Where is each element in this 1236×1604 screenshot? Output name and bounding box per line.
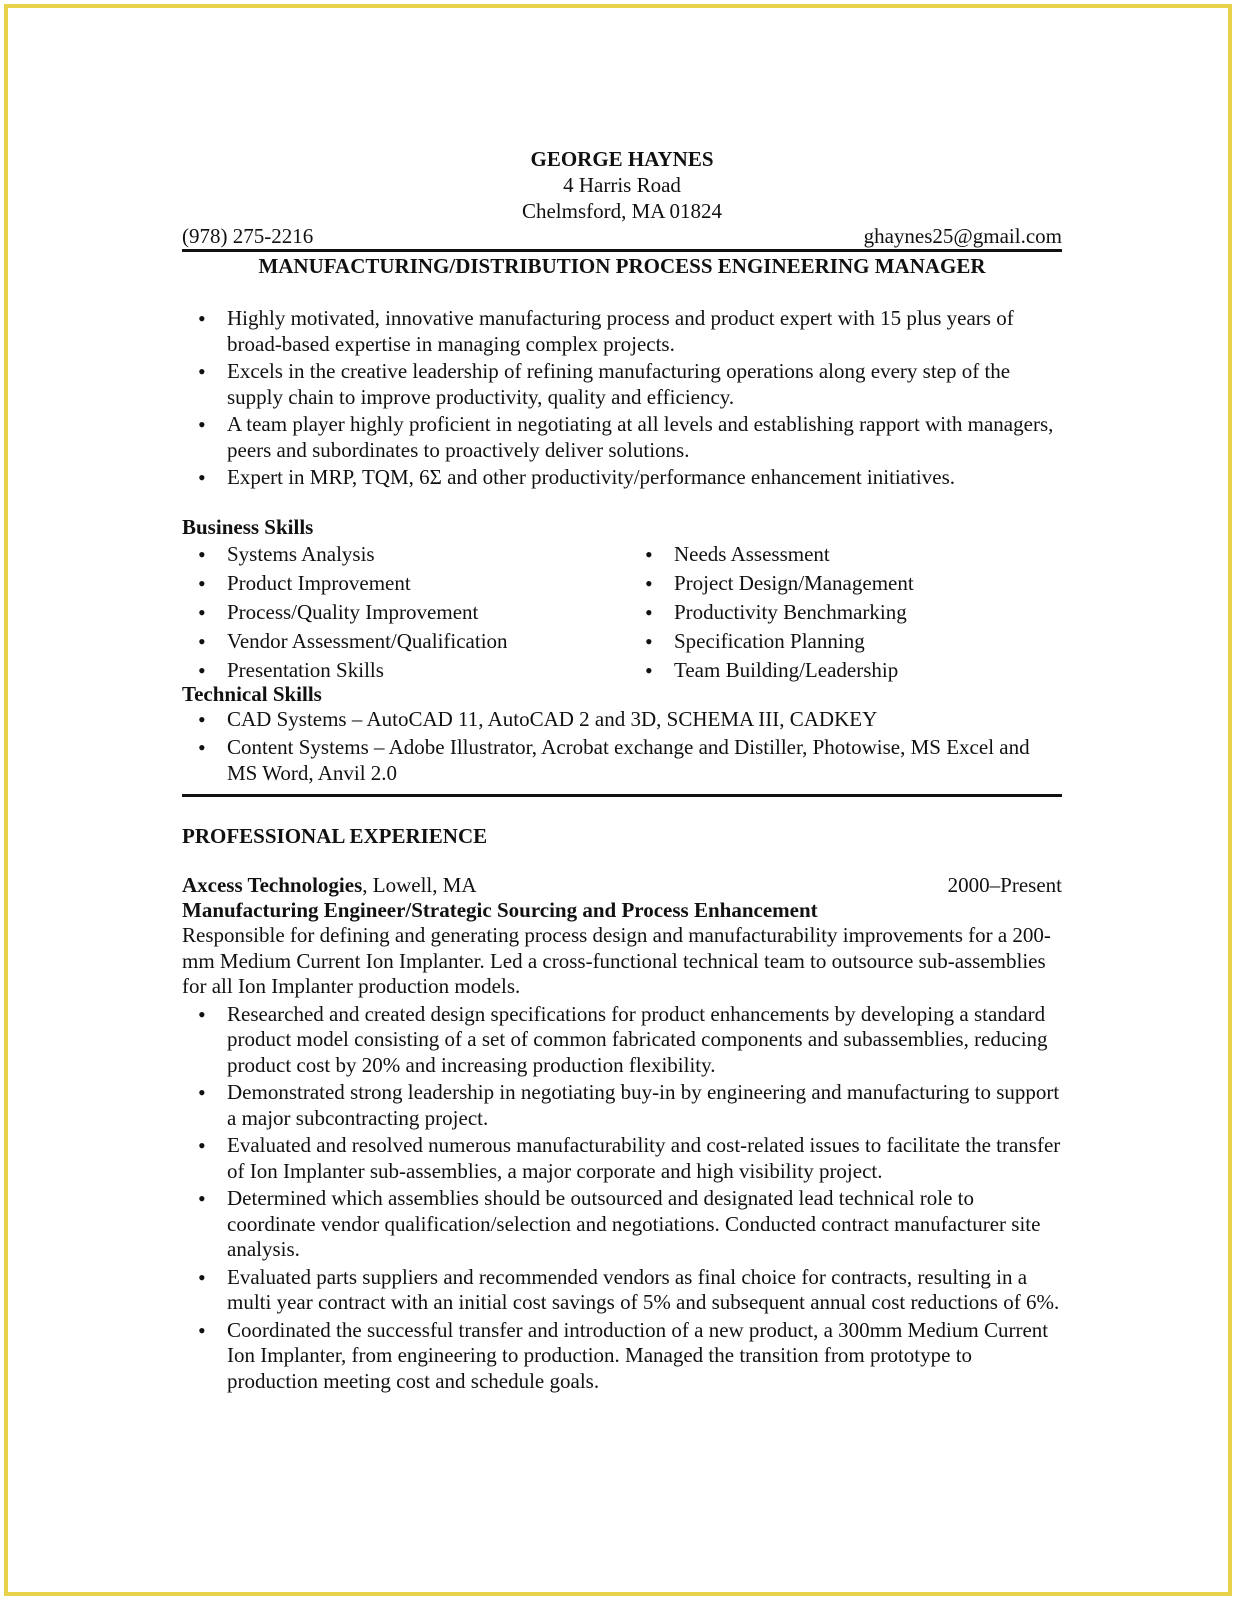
- objective-title: MANUFACTURING/DISTRIBUTION PROCESS ENGINEERING MANAGER: [258, 254, 986, 278]
- job-title: Manufacturing Engineer/Strategic Sourcing and Process Enhancement: [182, 898, 818, 922]
- address-line-2: Chelmsford, MA 01824: [521, 199, 723, 223]
- achievement-item: • Evaluated and resolved numerous manufacturability and cost-related issues to facilitate the transfer of Ion Implanter sub-assemblies, a major corporate and high visibility project.: [182, 1133, 1062, 1184]
- skill-item: • Specification Planning: [629, 627, 1062, 656]
- email-address: ghaynes25@gmail.com: [863, 224, 1062, 248]
- skill-item: • Product Improvement: [182, 569, 629, 598]
- summary-item: • Excels in the creative leadership of refining manufacturing operations along every step of the supply chain to improve productivity, quality and efficiency.: [182, 359, 1062, 410]
- summary-item: • A team player highly proficient in negotiating at all levels and establishing rapport with managers, peers and subordinates to proactively deliver solutions.: [182, 412, 1062, 463]
- experience-heading: PROFESSIONAL EXPERIENCE: [182, 824, 488, 848]
- skill-item: • Presentation Skills: [182, 656, 629, 685]
- job-achievements: [182, 1002, 1062, 1395]
- skill-item: • Vendor Assessment/Qualification: [182, 627, 629, 656]
- candidate-name: GEORGE HAYNES: [530, 147, 714, 171]
- business-skills-left: [182, 540, 629, 685]
- skill-item: • Process/Quality Improvement: [182, 598, 629, 627]
- technical-skills-heading: Technical Skills: [182, 681, 322, 706]
- business-skills-heading: Business Skills: [182, 514, 314, 539]
- job-description: Responsible for defining and generating process design and manufacturability improvements for a 200-mm Medium Current Ion Implanter. Led a cross-functional technical team to outsource sub-assemblies for all Ion Implanter production models.: [182, 923, 1051, 998]
- achievement-item: • Coordinated the successful transfer and introduction of a new product, a 300mm Medium Current Ion Implanter, from engineering to production. Managed the transition from prototype to production meeting cost and schedule goals.: [182, 1318, 1062, 1395]
- skill-item: • Team Building/Leadership: [629, 656, 1062, 685]
- technical-skill-item: • Content Systems – Adobe Illustrator, Acrobat exchange and Distiller, Photowise, MS Excel and MS Word, Anvil 2.0: [182, 735, 1062, 786]
- summary-item: • Expert in MRP, TQM, 6Σ and other productivity/performance enhancement initiatives.: [182, 465, 1062, 491]
- achievement-item: • Researched and created design specifications for product enhancements by developing a standard product model consisting of a set of common fabricated components and subassemblies, reducing product cost by 20% and increasing production flexibility.: [182, 1002, 1062, 1079]
- skill-item: • Systems Analysis: [182, 540, 629, 569]
- phone-number: (978) 275-2216: [182, 224, 314, 248]
- skill-item: • Productivity Benchmarking: [629, 598, 1062, 627]
- summary-item: • Highly motivated, innovative manufacturing process and product expert with 15 plus years of broad-based expertise in managing complex projects.: [182, 306, 1062, 357]
- company-name: Axcess Technologies: [182, 873, 363, 897]
- job-header-row: [182, 873, 1062, 898]
- technical-skill-item: • CAD Systems – AutoCAD 11, AutoCAD 2 and 3D, SCHEMA III, CADKEY: [182, 707, 1062, 733]
- achievement-item: • Determined which assemblies should be outsourced and designated lead technical role to coordinate vendor qualification/selection and negotiations. Conducted contract manufacturer site analysis.: [182, 1186, 1062, 1263]
- address-line-1: 4 Harris Road: [563, 173, 681, 197]
- job-dates: 2000–Present: [947, 873, 1062, 897]
- technical-skills-list: [182, 707, 1062, 787]
- skill-item: • Needs Assessment: [629, 540, 1062, 569]
- skill-item: • Project Design/Management: [629, 569, 1062, 598]
- contact-row: [182, 224, 1062, 248]
- summary-list: [182, 306, 1062, 491]
- job-company-location: [182, 873, 477, 898]
- document-page: [4, 4, 1232, 1596]
- business-skills-grid: [182, 540, 1062, 685]
- header-divider: [182, 249, 1062, 252]
- achievement-item: • Evaluated parts suppliers and recommended vendors as final choice for contracts, resulting in a multi year contract with an initial cost savings of 5% and subsequent annual cost reductions of 6%.: [182, 1265, 1062, 1316]
- section-divider: [182, 794, 1062, 797]
- job-location: , Lowell, MA: [362, 873, 477, 897]
- resume-content: [182, 146, 1062, 1396]
- achievement-item: • Demonstrated strong leadership in negotiating buy-in by engineering and manufacturing to support a major subcontracting project.: [182, 1080, 1062, 1131]
- business-skills-right: [629, 540, 1062, 685]
